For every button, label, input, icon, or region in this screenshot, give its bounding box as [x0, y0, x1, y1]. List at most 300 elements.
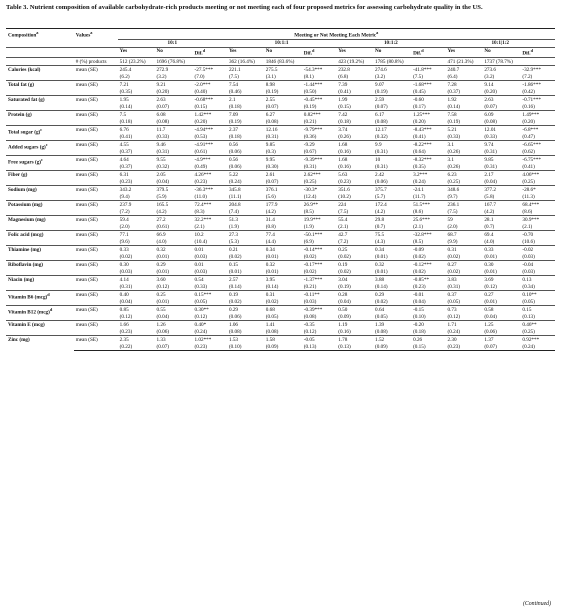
mean-cell: 1.95	[118, 96, 155, 104]
mean-cell: -24.1	[411, 186, 445, 194]
se-cell: (0.04)	[119, 298, 133, 305]
mean-cell: 0.28	[336, 291, 373, 299]
se-cell: (0.02)	[303, 253, 317, 260]
se-cell: (10.4)	[194, 238, 208, 245]
se-cell: (0.09)	[338, 313, 351, 320]
table-row	[6, 81, 555, 89]
se-cell: (0.08)	[156, 118, 170, 125]
se-cell: (0.19)	[375, 88, 388, 95]
table-row	[6, 261, 555, 269]
count-cell	[193, 58, 227, 66]
mean-cell: 25.6***	[411, 216, 445, 224]
mean-cell: 0.25	[336, 246, 373, 254]
se-cell: (0.7)	[484, 223, 495, 230]
mean-cell: 273.6	[482, 66, 520, 74]
se-cell: (0.19)	[447, 118, 461, 125]
se-cell: (0.21)	[303, 283, 317, 290]
se-cell: (0.24)	[228, 178, 242, 185]
table-row	[6, 201, 555, 209]
se-cell: (0.25)	[303, 178, 317, 185]
mean-cell: 165.5	[154, 201, 192, 209]
se-cell: (3.2)	[375, 73, 385, 80]
mean-cell: -50.1***	[302, 231, 336, 239]
se-cell: (0.23)	[119, 328, 133, 335]
se-cell: (0.19)	[228, 118, 242, 125]
se-cell: (0.23)	[194, 178, 208, 185]
mean-cell: 72.4***	[193, 201, 227, 209]
mean-cell: 1.68	[336, 141, 373, 149]
mean-cell: -0.60	[411, 96, 445, 104]
se-cell: (1.9)	[228, 223, 239, 230]
se-cell: (0.07)	[482, 343, 520, 351]
se-cell: (0.16)	[338, 328, 351, 335]
mean-cell: 0.31	[264, 291, 302, 299]
nutrient-name: Niacin (mg)	[6, 276, 74, 291]
se-cell: (0.12)	[484, 283, 497, 290]
mean-cell: -36.3***	[193, 186, 227, 194]
se-cell: (0.07)	[156, 103, 170, 110]
table-row	[6, 111, 555, 119]
se-cell: (0.22)	[118, 343, 155, 351]
mean-cell: 0.33	[482, 246, 520, 254]
se-cell: (0.67)	[303, 148, 317, 155]
mean-cell: -0.85**	[411, 276, 445, 284]
mean-cell: 2.59	[373, 96, 411, 104]
stat-label: mean (SE)	[74, 231, 118, 239]
mean-cell: 3.1	[446, 141, 483, 149]
mean-cell: 351.6	[336, 186, 373, 194]
se-cell: (0.32)	[156, 163, 170, 170]
nutrient-name: Total sugar $(g)^c$	[6, 126, 74, 141]
mean-cell: -0.35	[302, 321, 336, 329]
mean-cell: 7.58	[446, 111, 483, 119]
mean-cell: 0.37	[446, 291, 483, 299]
se-cell: (3.2)	[484, 73, 495, 80]
mean-cell: 5.21	[446, 126, 483, 134]
table-row-se	[6, 148, 555, 156]
se-cell: (9.6)	[119, 238, 130, 245]
se-cell: (5.8)	[484, 193, 495, 200]
mean-cell: 9.95	[264, 156, 302, 164]
count-cell	[302, 58, 336, 66]
stat-label: mean (SE)	[74, 336, 118, 344]
mean-cell: -6.65***	[520, 141, 555, 149]
se-cell: (1.9)	[303, 223, 314, 230]
se-cell: (0.01)	[265, 253, 279, 260]
mean-cell: 232.8	[336, 66, 373, 74]
se-cell: (0.14)	[119, 103, 133, 110]
mean-cell: 167.7	[482, 201, 520, 209]
se-cell: (0.07)	[154, 343, 192, 351]
se-cell: (0.19)	[338, 283, 351, 290]
se-cell: (0.31)	[375, 163, 388, 170]
se-cell: (0.01)	[228, 268, 242, 275]
se-cell: (2.1)	[338, 223, 349, 230]
se-cell: (8.6)	[413, 208, 424, 215]
mean-cell: 1.33	[154, 336, 192, 344]
mean-cell: 6.17	[373, 111, 411, 119]
mean-cell: 0.15***	[193, 291, 227, 299]
mean-cell: 0.10**	[520, 291, 555, 299]
mean-cell: 7.42	[336, 111, 373, 119]
se-cell: (0.08)	[265, 118, 279, 125]
se-cell: (7.4)	[228, 208, 239, 215]
se-cell: (0.25)	[447, 178, 461, 185]
mean-cell: 9.85	[482, 156, 520, 164]
se-cell: (0.02)	[228, 253, 242, 260]
se-cell: (0.15)	[194, 103, 208, 110]
mean-cell: 0.40	[118, 291, 155, 299]
se-cell: (0.31)	[156, 148, 170, 155]
mean-cell: 7.54	[227, 81, 264, 89]
mean-cell: 7.09	[227, 111, 264, 119]
se-cell: (0.33)	[484, 133, 497, 140]
mean-cell: 3.88	[373, 276, 411, 284]
mean-cell: 2.30	[446, 336, 483, 344]
se-cell: (0.10)	[227, 343, 264, 351]
se-cell: (0.02)	[413, 268, 426, 275]
se-cell: (0.19)	[265, 88, 279, 95]
mean-cell: 3.69	[482, 276, 520, 284]
se-cell: (0.26)	[447, 148, 461, 155]
se-cell: (10.2)	[338, 193, 351, 200]
group-header: 10:1|1:2	[446, 39, 556, 47]
mean-cell: 31.4	[264, 216, 302, 224]
table-row	[6, 246, 555, 254]
mean-cell: 30.9***	[520, 216, 555, 224]
mean-cell: 236.1	[446, 201, 483, 209]
mean-cell: 0.32	[264, 261, 302, 269]
mean-cell: 1.39	[373, 321, 411, 329]
mean-cell: 177.9	[264, 201, 302, 209]
table-row-se	[6, 193, 555, 201]
se-cell: (4.0)	[484, 238, 495, 245]
mean-cell: 55.4	[336, 216, 373, 224]
mean-cell: 2.37	[227, 126, 264, 134]
mean-cell: 32.2***	[193, 216, 227, 224]
mean-cell: -0.17***	[302, 261, 336, 269]
se-cell: (11.0)	[194, 193, 207, 200]
nutrient-table	[6, 28, 555, 351]
mean-cell: -4.94***	[193, 126, 227, 134]
se-cell: (0.06)	[375, 178, 388, 185]
se-cell: (0.03)	[119, 268, 133, 275]
nutrient-name: Added sugars $(g)^c$	[6, 141, 74, 156]
stat-label: mean (SE)	[74, 111, 118, 119]
se-cell: (0.42)	[522, 88, 535, 95]
nutrient-name: Folic acid (mcg)	[6, 231, 74, 246]
count-cell: 471 (21.3%)	[446, 58, 483, 66]
se-cell: (0.01)	[265, 268, 279, 275]
mean-cell: 6.08	[154, 111, 192, 119]
mean-cell: -0.45***	[302, 96, 336, 104]
se-cell: (0.18)	[228, 103, 242, 110]
nutrient-name: Calories (kcal)	[6, 66, 74, 81]
se-cell: (0.16)	[338, 148, 351, 155]
mean-cell: 7.5	[118, 111, 155, 119]
mean-cell: 0.13	[520, 276, 555, 284]
se-cell: (4.2)	[265, 208, 276, 215]
mean-cell: 8.98	[264, 81, 302, 89]
mean-cell: 0.01	[193, 246, 227, 254]
mean-cell: 1.37	[482, 336, 520, 344]
se-cell: (0.37)	[119, 163, 133, 170]
stat-label: mean (SE)	[74, 81, 118, 89]
stat-label: mean (SE)	[74, 96, 118, 104]
se-cell: (7.2)	[338, 238, 349, 245]
mean-cell: 9.9	[373, 141, 411, 149]
no-header: No	[154, 47, 192, 58]
nutrient-name: Vitamin B6 (mcg)$^d$	[6, 291, 74, 306]
se-cell: (0.02)	[375, 298, 388, 305]
table-row-se	[6, 178, 555, 186]
se-cell: (2.0)	[447, 223, 458, 230]
mean-cell: 9.14	[482, 81, 520, 89]
se-cell: (7.2)	[119, 208, 130, 215]
mean-cell: 2.63	[154, 96, 192, 104]
mean-cell: 0.01	[193, 261, 227, 269]
table-title-text: Table 3. Nutrient composition of available carbohydrate-rich products meeting or not meeting each of four proposed metrics for assessing carbohydrate quality in the US.	[6, 4, 483, 11]
se-cell: (0.07)	[484, 103, 497, 110]
mean-cell: 221.1	[227, 66, 264, 74]
se-cell: (2.1)	[194, 223, 205, 230]
se-cell: (11.1)	[228, 193, 242, 200]
count-cell: 1846 (83.6%)	[264, 58, 302, 66]
se-cell: (0.01)	[484, 253, 497, 260]
se-cell: (12.4)	[303, 193, 317, 200]
mean-cell: 245.4	[118, 66, 155, 74]
mean-cell: 10.2	[193, 231, 227, 239]
mean-cell: 240.7	[446, 66, 483, 74]
composition-header: Composition$^a$	[6, 29, 74, 48]
se-cell: (4.4)	[265, 238, 276, 245]
mean-cell: 9.85	[264, 141, 302, 149]
count-cell	[411, 58, 445, 66]
se-cell: (0.33)	[194, 283, 208, 290]
stat-label: mean (SE)	[74, 66, 118, 74]
se-cell: (4.2)	[484, 208, 495, 215]
mean-cell: 12.17	[373, 126, 411, 134]
se-cell: (0.31)	[265, 133, 279, 140]
se-cell: (0.04)	[484, 178, 497, 185]
se-cell: (7.5)	[338, 208, 349, 215]
header-row-sub	[6, 47, 555, 58]
mean-cell: 6.23	[446, 171, 483, 179]
mean-cell: 0.25	[154, 291, 192, 299]
table-row	[6, 306, 555, 314]
se-cell: (0.23)	[338, 178, 351, 185]
se-cell: (0.50)	[303, 88, 317, 95]
mean-cell: 0.68	[264, 306, 302, 314]
mean-cell: 0.30	[482, 261, 520, 269]
se-cell: (0.02)	[338, 253, 351, 260]
se-cell: (0.33)	[447, 133, 461, 140]
mean-cell: 1.52	[373, 336, 411, 344]
mean-cell: 66.9	[154, 231, 192, 239]
mean-cell: 75.5	[373, 231, 411, 239]
mean-cell: -28.6*	[520, 186, 555, 194]
se-cell: (4.2)	[156, 208, 167, 215]
mean-cell: -9.79***	[302, 126, 336, 134]
se-cell: (0.35)	[413, 163, 426, 170]
se-cell: (2.1)	[522, 223, 533, 230]
stat-label: mean (SE)	[74, 306, 118, 314]
mean-cell: 3.1	[446, 156, 483, 164]
se-cell: (0.15)	[411, 343, 445, 351]
stat-label: mean (SE)	[74, 156, 118, 164]
table-row-se	[6, 88, 555, 96]
nutrient-name: Total fat (g)	[6, 81, 74, 96]
meeting-header: Meeting or Not Meeting Each Metric$^a$	[118, 29, 555, 40]
mean-cell: 2.17	[482, 171, 520, 179]
se-cell: (3.1)	[265, 73, 276, 80]
nutrient-name: Riboflavin (mg)	[6, 261, 74, 276]
mean-cell: 7.39	[336, 81, 373, 89]
mean-cell: -6.8***	[520, 126, 555, 134]
mean-cell: 0.27	[482, 291, 520, 299]
se-cell: (0.06)	[484, 328, 497, 335]
se-cell: (0.14)	[265, 283, 279, 290]
mean-cell: 377.2	[482, 186, 520, 194]
se-cell: (0.35)	[119, 88, 133, 95]
mean-cell: 274.6	[373, 66, 411, 74]
se-cell: (0.31)	[119, 283, 133, 290]
mean-cell: 1.68	[336, 156, 373, 164]
se-cell: (5.7)	[375, 193, 385, 200]
count-cell: 1696 (76.8%)	[154, 58, 192, 66]
mean-cell: 3.95	[264, 276, 302, 284]
mean-cell: 0.29	[373, 291, 411, 299]
mean-cell: 0.73	[446, 306, 483, 314]
table-row	[6, 321, 555, 329]
values-header: Values$^a$	[74, 29, 118, 48]
se-cell: (0.05)	[194, 298, 208, 305]
mean-cell: 1.49***	[520, 111, 555, 119]
se-cell: (0.61)	[194, 148, 208, 155]
mean-cell: -0.68***	[193, 96, 227, 104]
se-cell: (0.20)	[522, 118, 535, 125]
se-cell: (0.24)	[447, 328, 461, 335]
mean-cell: 0.30**	[193, 306, 227, 314]
se-cell: (0.23)	[193, 343, 227, 351]
se-cell: (5.6)	[265, 193, 276, 200]
mean-cell: -8.22***	[411, 141, 445, 149]
mean-cell: 0.58	[482, 306, 520, 314]
mean-cell: 2.35	[118, 336, 155, 344]
mean-cell: 0.29	[227, 306, 264, 314]
mean-cell: 0.33	[118, 246, 155, 254]
se-cell: (0.26)	[338, 133, 351, 140]
header-row-1	[6, 29, 555, 40]
se-cell: (0.12)	[194, 313, 208, 320]
se-cell: (5.9)	[156, 193, 167, 200]
se-cell: (0.02)	[265, 298, 279, 305]
se-cell: (4.2)	[375, 208, 385, 215]
mean-cell: 1.42***	[193, 111, 227, 119]
se-cell: (0.15)	[338, 103, 351, 110]
se-cell: (0.31)	[303, 163, 317, 170]
mean-cell: 204.8	[227, 201, 264, 209]
se-cell: (0.41)	[338, 88, 351, 95]
mean-cell: 19.9***	[302, 216, 336, 224]
dif-header: Dif.$^d$	[411, 47, 445, 58]
stat-label: mean (SE)	[74, 321, 118, 329]
se-cell: (9.4)	[119, 193, 130, 200]
mean-cell: 2.57	[227, 276, 264, 284]
se-cell: (0.24)	[520, 343, 555, 351]
mean-cell: 172.4	[373, 201, 411, 209]
se-cell: (0.12)	[303, 328, 317, 335]
table-row-se	[6, 73, 555, 81]
group-header: 10:1:2	[336, 39, 445, 47]
se-cell: (0.31)	[375, 148, 388, 155]
table-row	[6, 186, 555, 194]
mean-cell: 1.19	[336, 321, 373, 329]
se-cell: (11.3)	[522, 193, 535, 200]
se-cell: (0.02)	[303, 268, 317, 275]
count-cell	[520, 58, 555, 66]
mean-cell: -8.43***	[411, 126, 445, 134]
se-cell: (0.31)	[484, 148, 497, 155]
se-cell: (0.30)	[265, 163, 279, 170]
se-cell: (0.08)	[375, 328, 388, 335]
nutrient-name: Sodium (mg)	[6, 186, 74, 201]
table-row-se	[6, 208, 555, 216]
se-cell: (11.7)	[413, 193, 426, 200]
mean-cell: 0.92***	[520, 336, 555, 344]
se-cell: (0.41)	[413, 133, 426, 140]
se-cell: (0.26)	[447, 163, 461, 170]
mean-cell: -32.9***	[520, 66, 555, 74]
se-cell: (3.2)	[156, 73, 167, 80]
se-cell: (0.33)	[156, 133, 170, 140]
mean-cell: -1.86***	[520, 81, 555, 89]
se-cell: (8.5)	[413, 238, 424, 245]
mean-cell: 0.85	[118, 306, 155, 314]
mean-cell: 4.55	[118, 141, 155, 149]
se-cell: (0.17)	[413, 103, 426, 110]
se-cell: (0.62)	[522, 148, 535, 155]
mean-cell: -1.68***	[411, 81, 445, 89]
mean-cell: 1.41	[264, 321, 302, 329]
se-cell: (0.16)	[522, 103, 535, 110]
table-row	[6, 336, 555, 344]
se-cell: (0.23)	[446, 343, 483, 351]
table-row	[6, 96, 555, 104]
se-cell: (9.9)	[447, 238, 458, 245]
mean-cell: -0.05	[302, 336, 336, 344]
mean-cell: -0.39***	[302, 306, 336, 314]
mean-cell: 275.5	[264, 66, 302, 74]
stat-label: mean (SE)	[74, 276, 118, 284]
table-row-se	[6, 223, 555, 231]
se-cell: (0.01)	[484, 298, 497, 305]
se-cell: (0.07)	[265, 103, 279, 110]
mean-cell: 1.92	[446, 96, 483, 104]
se-cell: (0.49)	[194, 163, 208, 170]
mean-cell: 0.40*	[193, 321, 227, 329]
se-cell: (0.09)	[264, 343, 302, 351]
mean-cell: -0.01	[411, 291, 445, 299]
mean-cell: 68.4***	[520, 201, 555, 209]
se-cell: (0.04)	[156, 313, 170, 320]
mean-cell: -9.39***	[302, 156, 336, 164]
mean-cell: 9.07	[373, 81, 411, 89]
se-cell: (0.05)	[522, 298, 535, 305]
mean-cell: -2.0***	[193, 81, 227, 89]
mean-cell: 28.1	[482, 216, 520, 224]
mean-cell: 0.31	[446, 246, 483, 254]
